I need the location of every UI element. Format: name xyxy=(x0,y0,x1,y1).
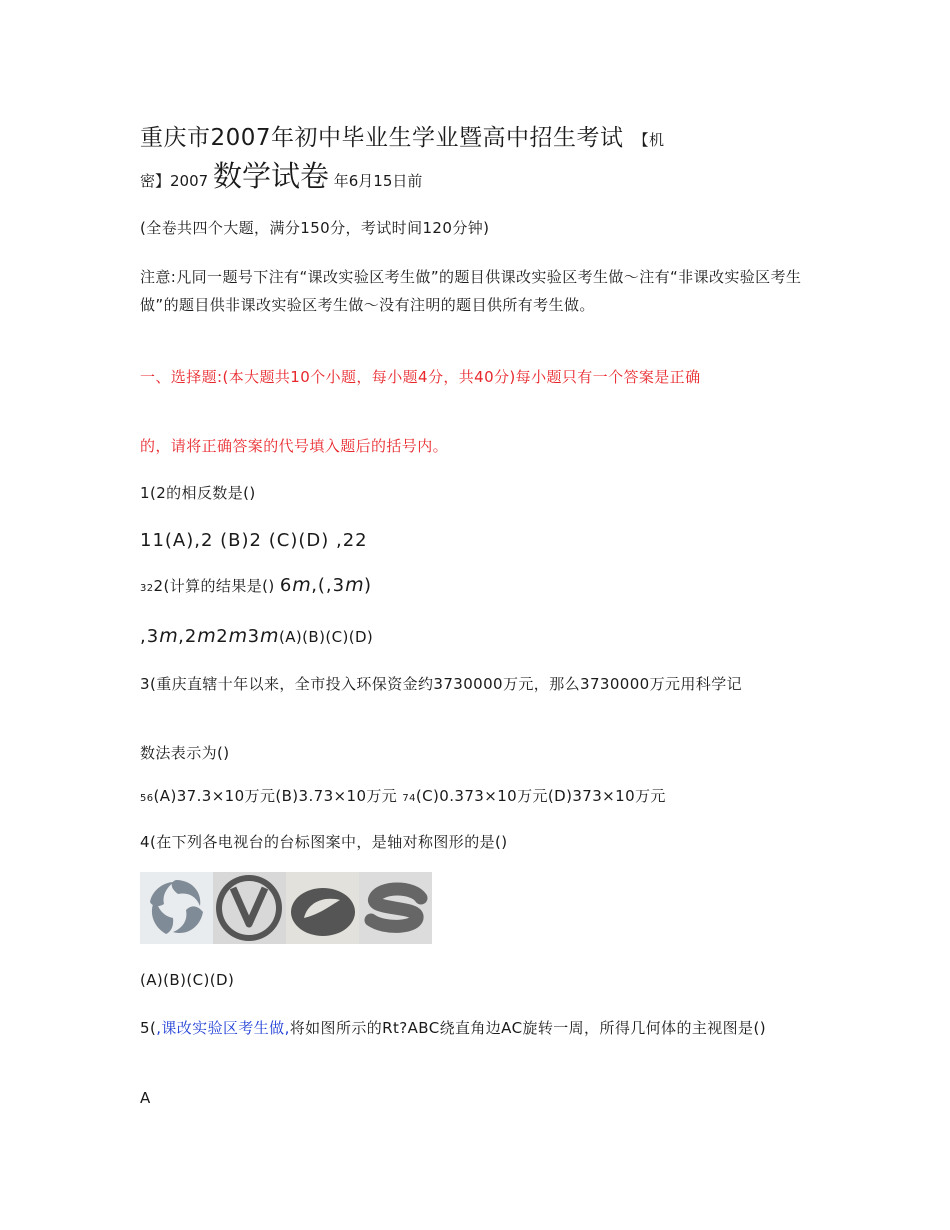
exam-intro: (全卷共四个大题，满分150分，考试时间120分钟) xyxy=(140,219,490,237)
q2-opt-2: ,2 xyxy=(178,626,198,647)
q3-options xyxy=(140,785,820,808)
q2-expr-a: 6 xyxy=(279,575,293,596)
q5-text: 将如图所示的Rt?ABC绕直角边AC旋转一周，所得几何体的主视图是() xyxy=(289,1019,766,1037)
q2-opt-m3: m xyxy=(228,625,248,647)
q4-logo-strip xyxy=(140,872,440,944)
exam-notice: 注意:凡同一题号下注有“课改实验区考生做”的题目供课改实验区考生做～注有“非课改实验区考生做”的题目供非课改实验区考生做～没有注明的题目供所有考生做。 xyxy=(140,268,802,314)
section1-header-b: 的，请将正确答案的代号填入题后的括号内。 xyxy=(140,437,449,455)
exam-title-line2 xyxy=(140,156,820,201)
q2-opt-m1: m xyxy=(159,625,179,647)
q2-opt-m2: m xyxy=(197,625,217,647)
q2-opt-letters: (A)(B)(C)(D) xyxy=(278,628,374,646)
v-circle-logo-icon xyxy=(213,872,286,944)
s-logo-icon xyxy=(359,872,432,944)
q1-stem: 1(2的相反数是() xyxy=(140,484,256,502)
q1-options: 11(A),2 (B)2 (C)(D) ,22 xyxy=(140,530,368,551)
q2-expr-e: ) xyxy=(364,575,373,596)
q4-options: (A)(B)(C)(D) xyxy=(140,971,235,989)
exam-title-main: 重庆市2007年初中毕业生学业暨高中招生考试 xyxy=(140,125,624,151)
exam-title-prefix: 密】2007 xyxy=(140,172,209,190)
q3-opt-cd: (C)0.373×10万元(D)373×10万元 xyxy=(415,787,666,805)
q3-sub-74: 74 xyxy=(402,793,416,804)
exam-title-tag: 【机 xyxy=(633,131,665,149)
exam-title-line1 xyxy=(140,118,820,160)
q4-stem: 4(在下列各电视台的台标图案中，是轴对称图形的是() xyxy=(140,833,508,851)
swirl-logo-icon xyxy=(140,872,213,944)
q5-figure-label: A xyxy=(140,1089,151,1107)
q2-line xyxy=(140,571,820,600)
q2-opt-3: 2 xyxy=(216,626,229,647)
q2-options xyxy=(140,622,820,651)
section1-header-a: 一、选择题:(本大题共10个小题，每小题4分，共40分)每小题只有一个答案是正确 xyxy=(140,368,701,386)
q2-sup: 32 xyxy=(140,583,154,594)
q2-expr-c: ,(,3 xyxy=(311,575,346,596)
exam-title-big: 数学试卷 xyxy=(212,159,329,193)
leaf-logo-icon xyxy=(286,872,359,944)
q3-sub-56: 56 xyxy=(140,793,154,804)
exam-title-suffix: 年6月15日前 xyxy=(333,172,423,190)
q2-expr-d: m xyxy=(345,574,365,596)
q3-opt-ab: (A)37.3×10万元(B)3.73×10万元 xyxy=(153,787,398,805)
q2-opt-4: 3 xyxy=(247,626,261,647)
q5-tag: ,课改实验区考生做, xyxy=(156,1019,290,1037)
q3-stem-a: 3(重庆直辖十年以来，全市投入环保资金约3730000万元，那么3730000万元用科学记 xyxy=(140,675,743,693)
q2-opt-1: ,3 xyxy=(140,626,160,647)
q3-stem-b: 数法表示为() xyxy=(140,744,230,762)
q2-opt-m4: m xyxy=(260,625,279,647)
q2-expr-b: m xyxy=(292,574,312,596)
q5-stem xyxy=(140,1014,820,1042)
q5-prefix: 5( xyxy=(140,1019,157,1037)
q2-stem: 2(计算的结果是() xyxy=(153,577,275,595)
